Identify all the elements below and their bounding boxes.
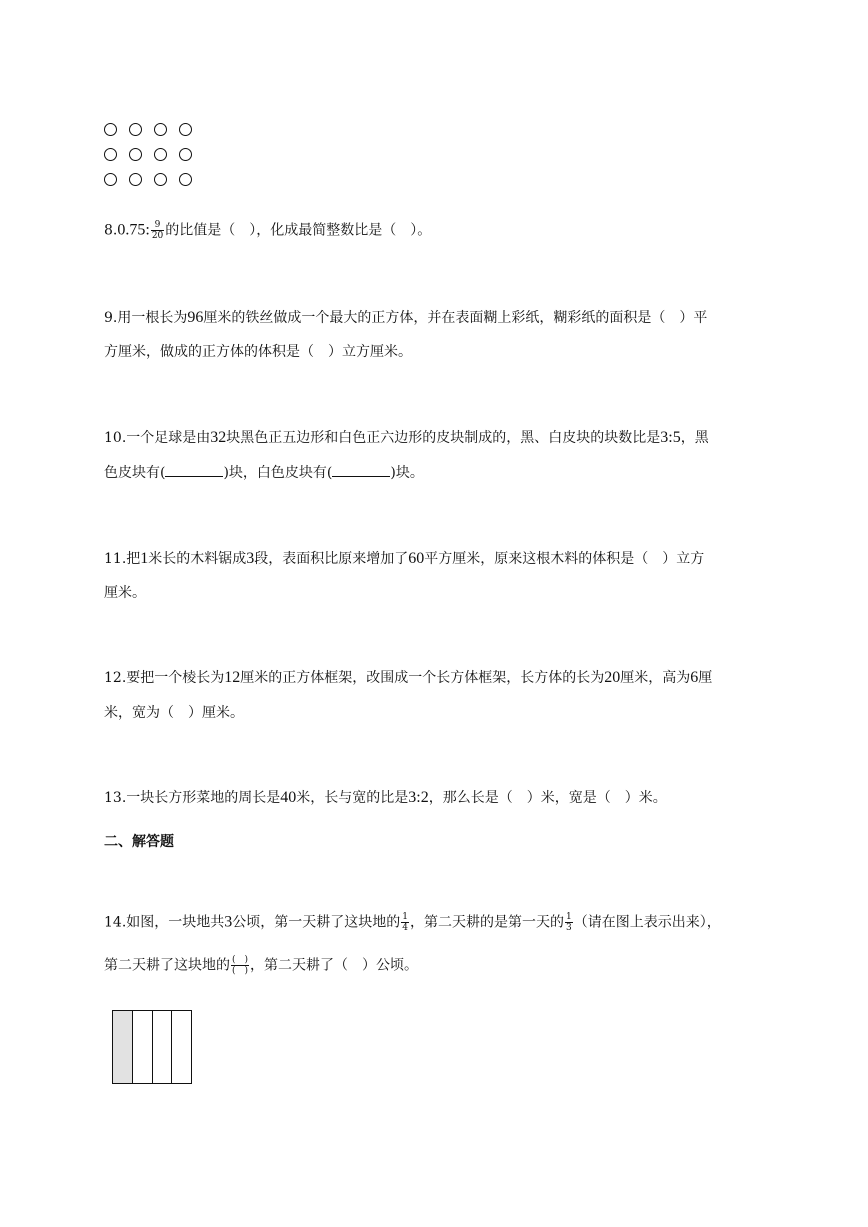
fraction-numerator: ( ) [232,955,249,965]
circle-grid [104,117,204,192]
circle-shape [179,173,192,186]
fraction-denominator: ( ) [232,966,249,976]
question-10-line-2 [104,462,424,483]
q12-line-2-text: 米，宽为（ ）厘米。 [104,705,244,721]
q11-text-c: 段，表面积比原来增加了 [254,551,409,567]
q14-answer-fraction[interactable] [231,955,249,976]
q11-text-d: 平方厘米，原来这根木料的体积是（ ）立方 [424,551,705,567]
circle-shape [129,123,142,136]
q13-number: 40 [280,789,297,806]
question-9-line-2 [104,342,412,362]
diagram-column [153,1011,173,1083]
circle-shape [154,148,167,161]
circle-shape [104,148,117,161]
q10-line2-b: )块，白色皮块有( [223,465,333,481]
question-12-line-1 [104,668,712,688]
q14-text-d: （请在图上表示出来）， [573,914,721,931]
fraction-numerator: 1 [402,912,408,922]
answer-blank[interactable] [165,462,223,477]
question-13 [104,788,667,808]
question-14-line-1 [104,912,721,933]
q10-number: 32 [210,429,227,446]
q9-text-a: 9.用一根长为 [104,310,188,326]
section-heading: 二、解答题 [104,834,174,850]
question-11-line-1 [104,549,704,569]
q12-number-3: 6 [690,669,699,686]
q14-fraction-1 [401,912,409,933]
answer-blank[interactable] [332,462,390,477]
q12-text-b: 厘米的正方体框架，改围成一个长方体框架，长方体的长为 [240,670,605,686]
q14-line2-b: ，第二天耕了（ ）公顷。 [250,957,419,974]
circle-shape [154,123,167,136]
fraction-denominator: 20 [151,231,164,241]
circle-shape [129,173,142,186]
question-12-line-2 [104,703,244,723]
question-14-line-2 [104,955,418,976]
circle-row [104,117,204,142]
q12-text-d: 厘 [698,670,713,686]
q14-text-b: 公顷，第一天耕了这块地的 [232,914,401,931]
q11-line-2-text: 厘米。 [104,585,146,601]
q12-number-2: 20 [604,669,621,686]
question-11-line-2 [104,583,146,603]
q11-number-1: 1 [140,550,149,567]
land-diagram [112,1010,192,1084]
q9-number: 96 [187,309,204,326]
q8-ratio: 0.75: [117,221,150,239]
q10-ratio: 3:5 [660,429,681,446]
fraction-denominator: 4 [402,923,408,933]
q8-fraction [151,220,164,241]
question-10-line-1 [104,428,709,448]
fraction-numerator: 9 [151,220,164,231]
question-8 [104,220,431,241]
q12-number-1: 12 [224,669,241,686]
q9-text-b: 厘米的铁丝做成一个最大的正方体，并在表面糊上彩纸，糊彩纸的面积是（ ）平 [203,310,708,326]
fraction-numerator: 1 [566,912,572,922]
diagram-column [133,1011,153,1083]
q10-line2-a: 色皮块有( [104,465,166,481]
q10-text-c: ，黑 [680,430,709,446]
circle-shape [179,148,192,161]
q14-fraction-2 [565,912,573,933]
q11-text-b: 米长的木料锯成 [148,551,247,567]
q14-line2-a: 第二天耕了这块地的 [104,957,230,974]
q11-number-3: 60 [408,550,425,567]
q11-number-2: 3 [246,550,255,567]
q12-text-a: 12.要把一个棱长为 [104,670,225,686]
question-9-line-1 [104,308,707,328]
q12-text-c: 厘米，高为 [620,670,691,686]
q13-ratio: 3:2 [408,789,429,806]
q10-text-a: 10.一个足球是由 [104,430,211,446]
diagram-column [172,1011,191,1083]
fraction-denominator: 3 [566,923,572,933]
circle-shape [154,173,167,186]
q10-text-b: 块黑色正五边形和白色正六边形的皮块制成的，黑、白皮块的块数比是 [226,430,661,446]
q13-text-b: 米，长与宽的比是 [296,790,409,806]
circle-shape [179,123,192,136]
circle-shape [104,123,117,136]
circle-shape [129,148,142,161]
q14-number: 3 [224,913,233,931]
circle-row [104,142,204,167]
q14-text-c: ，第二天耕的是第一天的 [410,914,564,931]
q11-text-a: 11.把 [104,551,141,567]
circle-row [104,167,204,192]
q8-prefix: 8. [104,222,118,239]
q14-text-a: 14.如图，一块地共 [104,914,225,931]
circle-shape [104,173,117,186]
q8-text: 的比值是（ ），化成最简整数比是（ ）。 [165,222,432,239]
q9-line-2-text: 方厘米，做成的正方体的体积是（ ）立方厘米。 [104,344,412,360]
q13-text-a: 13.一块长方形菜地的周长是 [104,790,281,806]
shaded-column [113,1011,133,1083]
q13-text-c: ，那么长是（ ）米，宽是（ ）米。 [428,790,667,806]
q10-line2-c: )块。 [390,465,424,481]
